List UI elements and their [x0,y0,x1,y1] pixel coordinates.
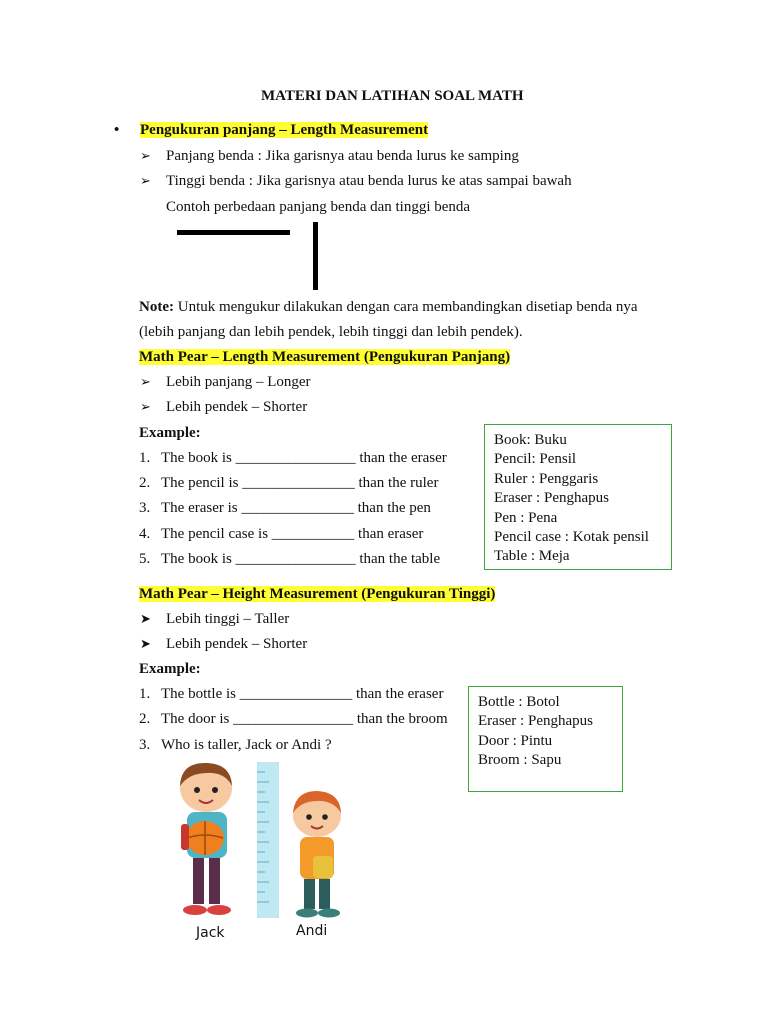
question: 3. Who is taller, Jack or Andi ? [139,737,332,753]
vocab-item: Book: Buku [494,432,567,448]
vocab-item: Pencil: Pensil [494,451,577,468]
vocab-item: Broom : Sapu [478,752,562,769]
example-label: Example: [139,661,201,677]
vocab-item: Bottle : Botol [478,694,560,710]
vocab-item: Eraser : Penghapus [494,490,609,507]
question: 2. The door is ________________ than the broom [139,711,448,727]
andi-label: Andi [296,923,328,939]
vocab-item: Pen : Pena [494,509,558,526]
question: 3. The eraser is _______________ than the pen [139,500,431,516]
section-heading [114,122,428,139]
horizontal-line-illustration [177,230,290,235]
question: 5. The book is ________________ than the table [139,551,441,567]
arrow-bullet-icon: ➤ [140,612,151,627]
length-heading: Math Pear – Length Measurement (Pengukuran Panjang) [139,349,511,365]
height-comparison-illustration [165,758,365,923]
length-vocabulary-box [484,424,672,570]
vocab-item: Door : Pintu [478,732,553,749]
height-vocabulary-box [468,686,623,792]
page-title: MATERI DAN LATIHAN SOAL MATH [261,88,524,104]
arrow-bullet-icon: ➢ [140,149,151,164]
list-item: ➢ Lebih pendek – Shorter [140,399,308,415]
vertical-line-illustration [313,222,318,290]
list-item: ➢ Panjang benda : Jika garisnya atau benda lurus ke samping [140,148,519,164]
list-item: ➤ Lebih tinggi – Taller [140,611,290,627]
arrow-bullet-icon: ➤ [140,637,151,652]
question: 2. The pencil is _______________ than the ruler [139,475,439,491]
example-caption: Contoh perbedaan panjang benda dan tinggi benda [166,199,471,215]
question: 1. The book is ________________ than the eraser [139,450,447,466]
height-ruler [257,762,279,918]
arrow-bullet-icon: ➢ [140,174,151,189]
arrow-bullet-icon: ➢ [140,400,151,415]
andi-figure [293,791,341,918]
question: 1. The bottle is _______________ than the eraser [139,686,444,702]
vocab-item: Pencil case : Kotak pensil [494,529,649,546]
vocab-item: Table : Meja [494,548,570,565]
jack-label: Jack [196,925,225,941]
jack-figure [180,763,232,915]
vocab-item: Eraser : Penghapus [478,713,593,730]
list-item: ➢ Tinggi benda : Jika garisnya atau benda lurus ke atas sampai bawah [140,173,572,189]
list-item: ➤ Lebih pendek – Shorter [140,636,308,652]
note-line-2: (lebih panjang dan lebih pendek, lebih tinggi dan lebih pendek). [139,324,523,340]
list-item: ➢ Lebih panjang – Longer [140,374,311,390]
height-heading: Math Pear – Height Measurement (Pengukuran Tinggi) [139,586,496,602]
length-measurement-heading: Pengukuran panjang – Length Measurement [140,122,429,138]
vocab-item: Ruler : Penggaris [494,470,599,487]
note-line-1: Note: Untuk mengukur dilakukan dengan cara membandingkan disetiap benda nya [139,299,638,315]
example-label: Example: [139,425,201,441]
arrow-bullet-icon: ➢ [140,375,151,390]
bullet-icon: • [114,122,120,138]
question: 4. The pencil case is ___________ than eraser [139,526,424,542]
